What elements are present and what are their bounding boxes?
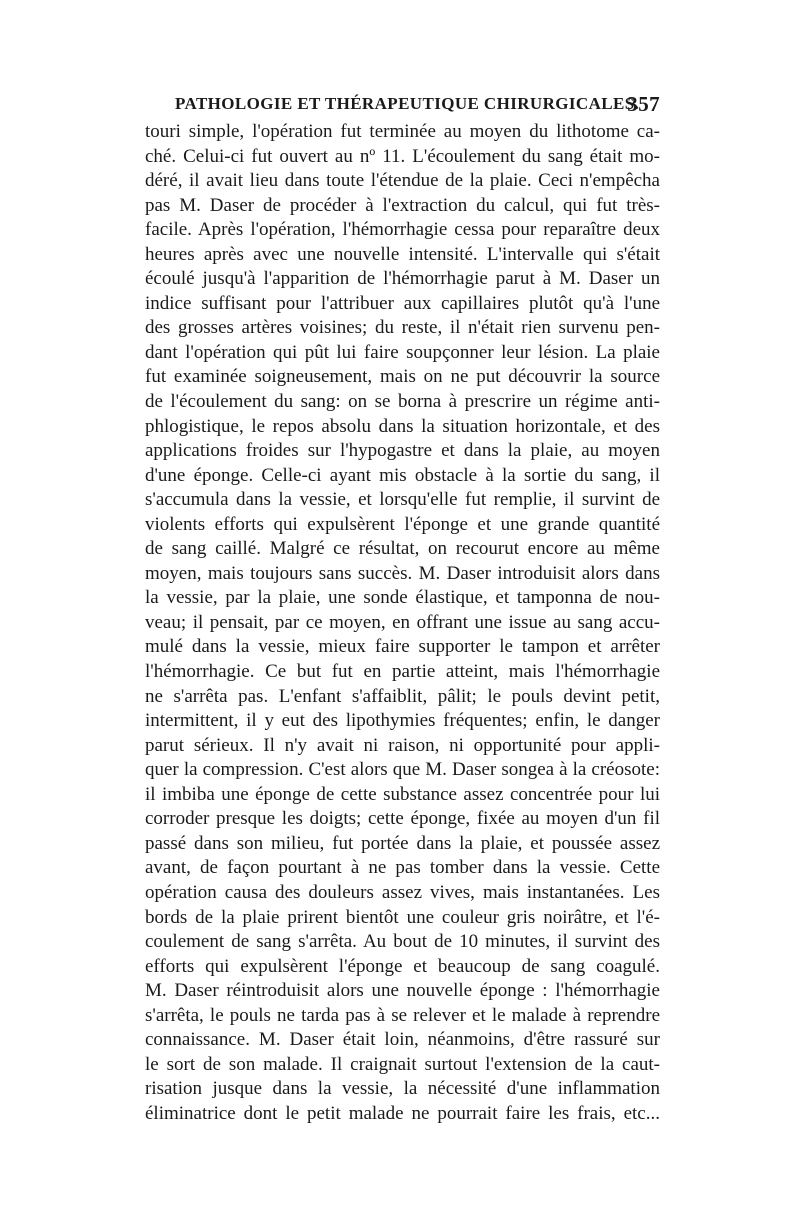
- text-line: heures après avec une nouvelle intensité. L'intervalle qui s'était: [145, 243, 660, 265]
- body-text: [145, 120, 660, 1126]
- text-line: de sang caillé. Malgré ce résultat, on recourut encore au même: [145, 538, 660, 560]
- text-line: des grosses artères voisines; du reste, il n'était rien survenu pen-: [145, 317, 660, 339]
- text-line: coulement de sang s'arrêta. Au bout de 10 minutes, il survint des: [145, 931, 660, 953]
- text-line: intermittent, il y eut des lipothymies fréquentes; enfin, le danger: [145, 710, 660, 732]
- text-line: la vessie, par la plaie, une sonde élastique, et tamponna de nou-: [145, 587, 660, 609]
- text-line: ne s'arrêta pas. L'enfant s'affaiblit, pâlit; le pouls devint petit,: [145, 685, 660, 707]
- text-line: écoulé jusqu'à l'apparition de l'hémorrhagie parut à M. Daser un: [145, 268, 660, 290]
- text-line: phlogistique, le repos absolu dans la situation horizontale, et des: [145, 415, 660, 437]
- text-line: veau; il pensait, par ce moyen, en offrant une issue au sang accu-: [145, 611, 660, 633]
- text-line: ché. Celui-ci fut ouvert au nº 11. L'écoulement du sang était mo-: [145, 145, 660, 167]
- text-line: l'hémorrhagie. Ce but fut en partie atteint, mais l'hémorrhagie: [145, 661, 660, 683]
- text-line: quer la compression. C'est alors que M. Daser songea à la créosote:: [145, 759, 660, 781]
- text-line: avant, de façon pourtant à ne pas tomber dans la vessie. Cette: [145, 857, 660, 879]
- text-line: passé dans son milieu, fut portée dans la plaie, et poussée assez: [145, 832, 660, 854]
- text-line: déré, il avait lieu dans toute l'étendue de la plaie. Ceci n'empêcha: [145, 170, 660, 192]
- text-line: s'arrêta, le pouls ne tarda pas à se relever et le malade à reprendre: [145, 1004, 660, 1026]
- text-line: indice suffisant pour l'attribuer aux capillaires plutôt qu'à l'une: [145, 292, 660, 314]
- text-line: facile. Après l'opération, l'hémorrhagie cessa pour reparaître deux: [145, 219, 660, 241]
- text-line: violents efforts qui expulsèrent l'éponge et une grande quantité: [145, 513, 660, 535]
- text-line: opération causa des douleurs assez vives, mais instantanées. Les: [145, 881, 660, 903]
- running-title: PATHOLOGIE ET THÉRAPEUTIQUE CHIRURGICALES.: [175, 94, 640, 113]
- text-line: dant l'opération qui pût lui faire soupçonner leur lésion. La plaie: [145, 341, 660, 363]
- text-line: le sort de son malade. Il craignait surtout l'extension de la caut-: [145, 1053, 660, 1075]
- text-line: mulé dans la vessie, mieux faire supporter le tampon et arrêter: [145, 636, 660, 658]
- text-line: touri simple, l'opération fut terminée au moyen du lithotome ca-: [145, 121, 660, 142]
- text-line: parut sérieux. Il n'y avait ni raison, ni opportunité pour appli-: [145, 734, 660, 756]
- text-line: pas M. Daser de procéder à l'extraction du calcul, qui fut très-: [145, 194, 660, 216]
- text-line: il imbiba une éponge de cette substance assez concentrée pour lui: [145, 783, 660, 805]
- text-line: efforts qui expulsèrent l'éponge et beaucoup de sang coagulé.: [145, 955, 660, 977]
- text-line: M. Daser réintroduisit alors une nouvelle éponge : l'hémorrhagie: [145, 980, 660, 1002]
- text-line: s'accumula dans la vessie, et lorsqu'elle fut remplie, il survint de: [145, 489, 660, 511]
- text-line: applications froides sur l'hypogastre et dans la plaie, au moyen: [145, 440, 660, 462]
- text-line: bords de la plaie prirent bientôt une couleur gris noirâtre, et l'é-: [145, 906, 660, 928]
- text-line: connaissance. M. Daser était loin, néanmoins, d'être rassuré sur: [145, 1029, 660, 1051]
- page-number: 357: [627, 92, 660, 116]
- text-line: d'une éponge. Celle-ci ayant mis obstacle à la sortie du sang, il: [145, 464, 660, 486]
- running-header: [145, 94, 660, 122]
- text-line: risation jusque dans la vessie, la nécessité d'une inflammation: [145, 1078, 660, 1100]
- text-line: de l'écoulement du sang: on se borna à prescrire un régime anti-: [145, 391, 660, 413]
- text-line: éliminatrice dont le petit malade ne pourrait faire les frais, etc...: [145, 1102, 660, 1124]
- text-line: corroder presque les doigts; cette éponge, fixée au moyen d'un fil: [145, 808, 660, 830]
- text-line: moyen, mais toujours sans succès. M. Daser introduisit alors dans: [145, 562, 660, 584]
- text-line: fut examinée soigneusement, mais on ne put découvrir la source: [145, 366, 660, 388]
